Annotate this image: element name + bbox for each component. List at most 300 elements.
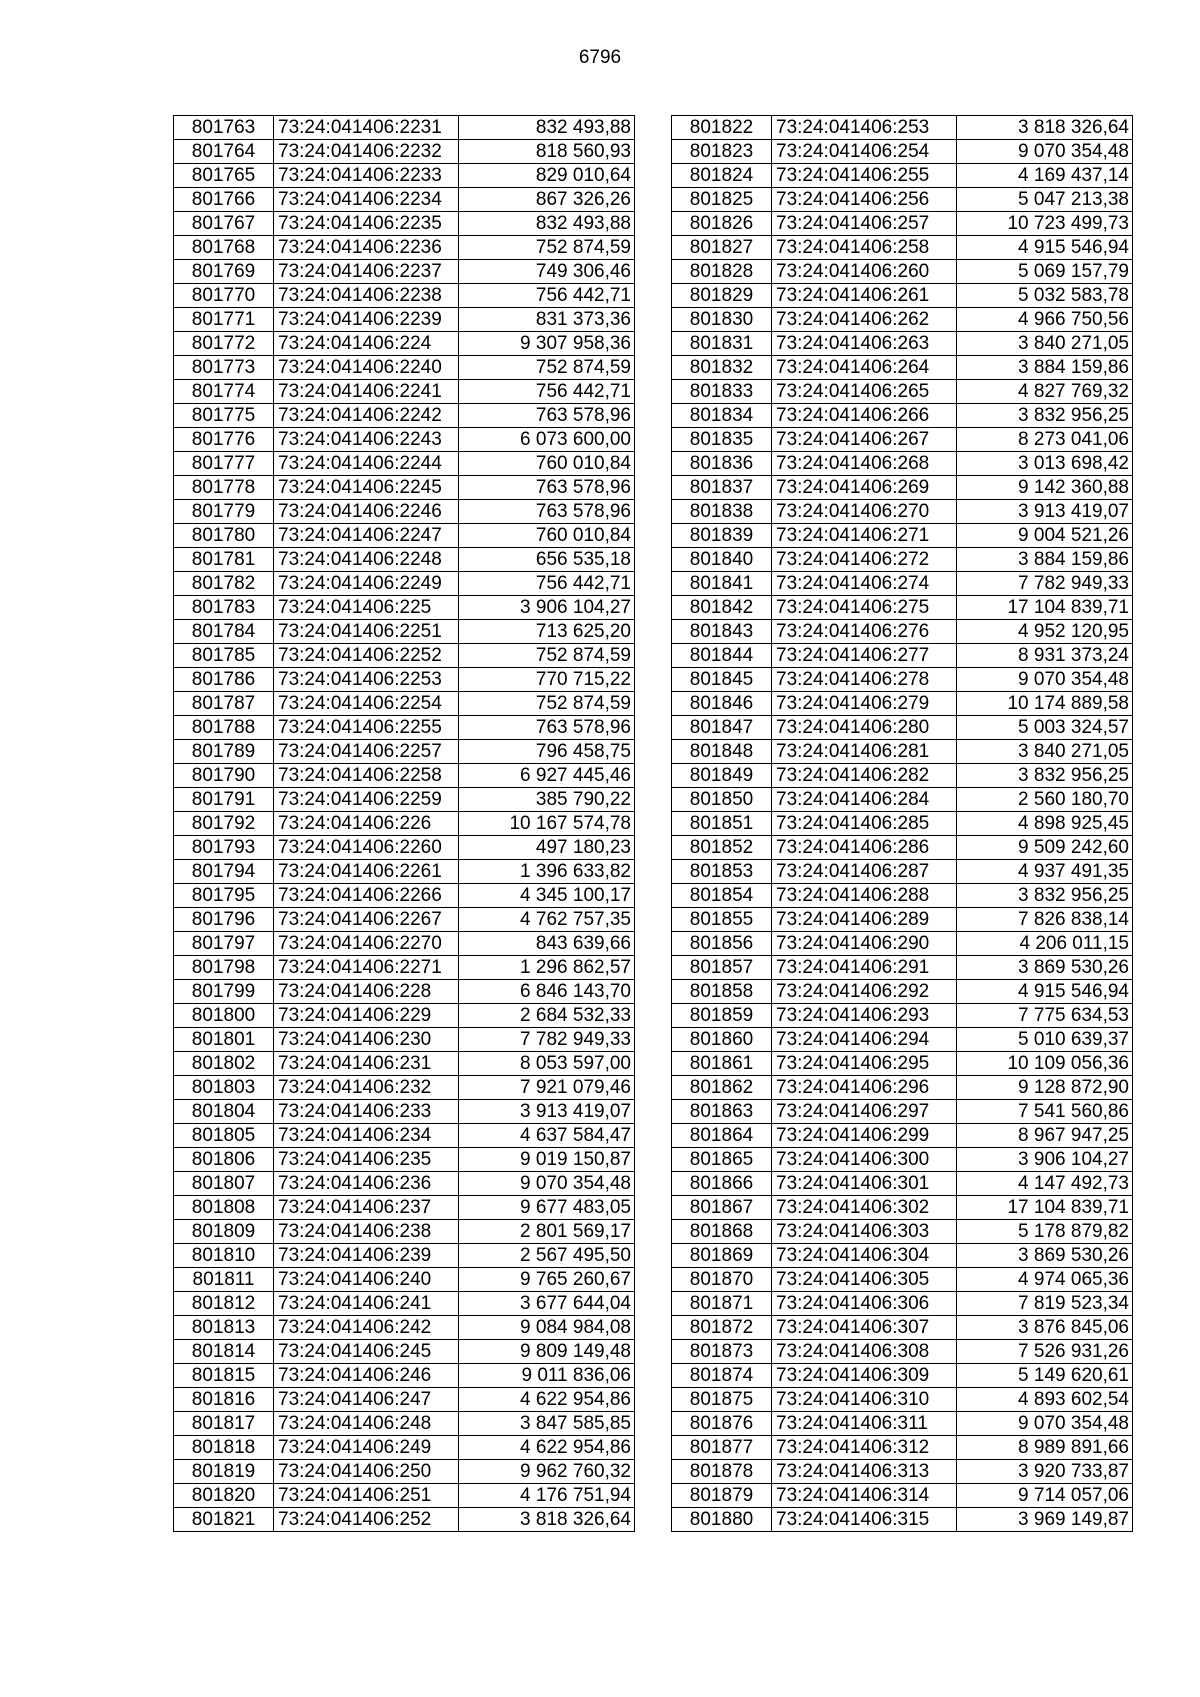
value-cell: 8 931 373,24 [957, 644, 1133, 668]
table-row [174, 428, 635, 452]
value-cell: 4 622 954,86 [459, 1388, 635, 1412]
table-row [174, 212, 635, 236]
cadastral-number-cell: 73:24:041406:2255 [274, 716, 459, 740]
value-cell: 17 104 839,71 [957, 596, 1133, 620]
value-cell: 9 084 984,08 [459, 1316, 635, 1340]
value-cell: 752 874,59 [459, 236, 635, 260]
table-row [174, 476, 635, 500]
cadastral-number-cell: 73:24:041406:281 [772, 740, 957, 764]
row-number-cell: 801817 [174, 1412, 274, 1436]
row-number-cell: 801848 [672, 740, 772, 764]
cadastral-number-cell: 73:24:041406:233 [274, 1100, 459, 1124]
cadastral-number-cell: 73:24:041406:256 [772, 188, 957, 212]
table-row [672, 548, 1133, 572]
row-number-cell: 801818 [174, 1436, 274, 1460]
value-cell: 4 893 602,54 [957, 1388, 1133, 1412]
table-row [174, 548, 635, 572]
row-number-cell: 801772 [174, 332, 274, 356]
table-row [174, 884, 635, 908]
row-number-cell: 801825 [672, 188, 772, 212]
value-cell: 9 307 958,36 [459, 332, 635, 356]
row-number-cell: 801872 [672, 1316, 772, 1340]
cadastral-number-cell: 73:24:041406:265 [772, 380, 957, 404]
table-row [174, 764, 635, 788]
table-row [174, 1412, 635, 1436]
value-cell: 10 109 056,36 [957, 1052, 1133, 1076]
cadastral-number-cell: 73:24:041406:315 [772, 1508, 957, 1532]
value-cell: 5 010 639,37 [957, 1028, 1133, 1052]
cadastral-number-cell: 73:24:041406:2267 [274, 908, 459, 932]
value-cell: 9 809 149,48 [459, 1340, 635, 1364]
row-number-cell: 801839 [672, 524, 772, 548]
row-number-cell: 801841 [672, 572, 772, 596]
value-cell: 7 782 949,33 [957, 572, 1133, 596]
value-cell: 4 966 750,56 [957, 308, 1133, 332]
row-number-cell: 801829 [672, 284, 772, 308]
table-row [174, 380, 635, 404]
value-cell: 4 974 065,36 [957, 1268, 1133, 1292]
row-number-cell: 801858 [672, 980, 772, 1004]
table-row [174, 572, 635, 596]
cadastral-number-cell: 73:24:041406:2252 [274, 644, 459, 668]
value-cell: 9 011 836,06 [459, 1364, 635, 1388]
value-cell: 5 032 583,78 [957, 284, 1133, 308]
table-row [672, 572, 1133, 596]
row-number-cell: 801876 [672, 1412, 772, 1436]
cadastral-number-cell: 73:24:041406:230 [274, 1028, 459, 1052]
value-cell: 8 967 947,25 [957, 1124, 1133, 1148]
row-number-cell: 801798 [174, 956, 274, 980]
value-cell: 763 578,96 [459, 404, 635, 428]
table-row [672, 452, 1133, 476]
value-cell: 818 560,93 [459, 140, 635, 164]
row-number-cell: 801770 [174, 284, 274, 308]
value-cell: 831 373,36 [459, 308, 635, 332]
table-row [174, 356, 635, 380]
table-row [672, 1268, 1133, 1292]
cadastral-number-cell: 73:24:041406:2247 [274, 524, 459, 548]
cadastral-number-cell: 73:24:041406:302 [772, 1196, 957, 1220]
row-number-cell: 801862 [672, 1076, 772, 1100]
row-number-cell: 801819 [174, 1460, 274, 1484]
value-cell: 760 010,84 [459, 452, 635, 476]
table-row [174, 452, 635, 476]
cadastral-number-cell: 73:24:041406:252 [274, 1508, 459, 1532]
table-row [672, 884, 1133, 908]
table-row [672, 692, 1133, 716]
table-row [174, 740, 635, 764]
cadastral-number-cell: 73:24:041406:2251 [274, 620, 459, 644]
cadastral-number-cell: 73:24:041406:278 [772, 668, 957, 692]
row-number-cell: 801813 [174, 1316, 274, 1340]
value-cell: 17 104 839,71 [957, 1196, 1133, 1220]
value-cell: 3 869 530,26 [957, 1244, 1133, 1268]
cadastral-number-cell: 73:24:041406:282 [772, 764, 957, 788]
table-row [672, 1148, 1133, 1172]
table-row [174, 1148, 635, 1172]
value-cell: 770 715,22 [459, 668, 635, 692]
value-cell: 9 714 057,06 [957, 1484, 1133, 1508]
cadastral-number-cell: 73:24:041406:262 [772, 308, 957, 332]
cadastral-number-cell: 73:24:041406:247 [274, 1388, 459, 1412]
row-number-cell: 801822 [672, 116, 772, 140]
table-row [174, 788, 635, 812]
row-number-cell: 801864 [672, 1124, 772, 1148]
table-row [174, 1364, 635, 1388]
cadastral-number-cell: 73:24:041406:236 [274, 1172, 459, 1196]
table-row [672, 956, 1133, 980]
cadastral-number-cell: 73:24:041406:2254 [274, 692, 459, 716]
value-cell: 749 306,46 [459, 260, 635, 284]
table-row [174, 1052, 635, 1076]
value-cell: 3 876 845,06 [957, 1316, 1133, 1340]
row-number-cell: 801803 [174, 1076, 274, 1100]
cadastral-number-cell: 73:24:041406:274 [772, 572, 957, 596]
value-cell: 796 458,75 [459, 740, 635, 764]
table-row [672, 1340, 1133, 1364]
cadastral-number-cell: 73:24:041406:2240 [274, 356, 459, 380]
table-row [672, 1508, 1133, 1532]
table-row [672, 1244, 1133, 1268]
value-cell: 752 874,59 [459, 644, 635, 668]
value-cell: 5 047 213,38 [957, 188, 1133, 212]
row-number-cell: 801878 [672, 1460, 772, 1484]
cadastral-number-cell: 73:24:041406:2234 [274, 188, 459, 212]
row-number-cell: 801809 [174, 1220, 274, 1244]
table-row [672, 1172, 1133, 1196]
cadastral-number-cell: 73:24:041406:2245 [274, 476, 459, 500]
cadastral-number-cell: 73:24:041406:311 [772, 1412, 957, 1436]
value-cell: 10 723 499,73 [957, 212, 1133, 236]
cadastral-number-cell: 73:24:041406:231 [274, 1052, 459, 1076]
cadastral-number-cell: 73:24:041406:2258 [274, 764, 459, 788]
value-cell: 756 442,71 [459, 572, 635, 596]
row-number-cell: 801859 [672, 1004, 772, 1028]
value-cell: 4 762 757,35 [459, 908, 635, 932]
value-cell: 752 874,59 [459, 356, 635, 380]
row-number-cell: 801828 [672, 260, 772, 284]
row-number-cell: 801766 [174, 188, 274, 212]
cadastral-number-cell: 73:24:041406:2235 [274, 212, 459, 236]
cadastral-number-cell: 73:24:041406:261 [772, 284, 957, 308]
table-row [672, 740, 1133, 764]
row-number-cell: 801795 [174, 884, 274, 908]
row-number-cell: 801874 [672, 1364, 772, 1388]
cadastral-number-cell: 73:24:041406:276 [772, 620, 957, 644]
value-cell: 9 765 260,67 [459, 1268, 635, 1292]
cadastral-number-cell: 73:24:041406:2231 [274, 116, 459, 140]
cadastral-number-cell: 73:24:041406:313 [772, 1460, 957, 1484]
row-number-cell: 801792 [174, 812, 274, 836]
cadastral-number-cell: 73:24:041406:301 [772, 1172, 957, 1196]
cadastral-number-cell: 73:24:041406:2244 [274, 452, 459, 476]
cadastral-number-cell: 73:24:041406:268 [772, 452, 957, 476]
table-row [672, 1004, 1133, 1028]
cadastral-number-cell: 73:24:041406:251 [274, 1484, 459, 1508]
value-cell: 9 070 354,48 [957, 668, 1133, 692]
table-row [174, 332, 635, 356]
cadastral-number-cell: 73:24:041406:224 [274, 332, 459, 356]
cadastral-number-cell: 73:24:041406:241 [274, 1292, 459, 1316]
row-number-cell: 801781 [174, 548, 274, 572]
cadastral-number-cell: 73:24:041406:239 [274, 1244, 459, 1268]
cadastral-number-cell: 73:24:041406:292 [772, 980, 957, 1004]
value-cell: 8 053 597,00 [459, 1052, 635, 1076]
value-cell: 3 969 149,87 [957, 1508, 1133, 1532]
table-row [174, 1004, 635, 1028]
row-number-cell: 801776 [174, 428, 274, 452]
cadastral-number-cell: 73:24:041406:238 [274, 1220, 459, 1244]
row-number-cell: 801834 [672, 404, 772, 428]
value-cell: 7 775 634,53 [957, 1004, 1133, 1028]
table-row [672, 788, 1133, 812]
cadastral-number-cell: 73:24:041406:263 [772, 332, 957, 356]
table-row [174, 524, 635, 548]
cadastral-number-cell: 73:24:041406:289 [772, 908, 957, 932]
value-cell: 4 827 769,32 [957, 380, 1133, 404]
table-row [174, 860, 635, 884]
table-row [174, 1100, 635, 1124]
cadastral-number-cell: 73:24:041406:245 [274, 1340, 459, 1364]
row-number-cell: 801867 [672, 1196, 772, 1220]
value-cell: 2 560 180,70 [957, 788, 1133, 812]
table-row [672, 1028, 1133, 1052]
value-cell: 4 169 437,14 [957, 164, 1133, 188]
table-row [174, 236, 635, 260]
value-cell: 2 684 532,33 [459, 1004, 635, 1028]
cadastral-number-cell: 73:24:041406:2266 [274, 884, 459, 908]
value-cell: 3 913 419,07 [459, 1100, 635, 1124]
value-cell: 752 874,59 [459, 692, 635, 716]
table-row [174, 500, 635, 524]
table-row [672, 500, 1133, 524]
table-row [174, 308, 635, 332]
value-cell: 832 493,88 [459, 116, 635, 140]
table-row [672, 476, 1133, 500]
value-cell: 9 962 760,32 [459, 1460, 635, 1484]
cadastral-number-cell: 73:24:041406:2261 [274, 860, 459, 884]
cadastral-number-cell: 73:24:041406:2259 [274, 788, 459, 812]
value-cell: 4 915 546,94 [957, 980, 1133, 1004]
cadastral-number-cell: 73:24:041406:2237 [274, 260, 459, 284]
row-number-cell: 801811 [174, 1268, 274, 1292]
cadastral-number-cell: 73:24:041406:300 [772, 1148, 957, 1172]
value-cell: 4 176 751,94 [459, 1484, 635, 1508]
cadastral-number-cell: 73:24:041406:279 [772, 692, 957, 716]
row-number-cell: 801797 [174, 932, 274, 956]
cadastral-number-cell: 73:24:041406:264 [772, 356, 957, 380]
row-number-cell: 801794 [174, 860, 274, 884]
value-cell: 756 442,71 [459, 284, 635, 308]
table-row [174, 716, 635, 740]
cadastral-number-cell: 73:24:041406:272 [772, 548, 957, 572]
table-row [174, 1196, 635, 1220]
row-number-cell: 801831 [672, 332, 772, 356]
row-number-cell: 801866 [672, 1172, 772, 1196]
value-cell: 3 677 644,04 [459, 1292, 635, 1316]
value-cell: 3 818 326,64 [459, 1508, 635, 1532]
row-number-cell: 801842 [672, 596, 772, 620]
cadastral-number-cell: 73:24:041406:2241 [274, 380, 459, 404]
cadastral-number-cell: 73:24:041406:297 [772, 1100, 957, 1124]
cadastral-number-cell: 73:24:041406:275 [772, 596, 957, 620]
table-row [672, 836, 1133, 860]
cadastral-number-cell: 73:24:041406:290 [772, 932, 957, 956]
row-number-cell: 801869 [672, 1244, 772, 1268]
cadastral-number-cell: 73:24:041406:280 [772, 716, 957, 740]
cadastral-number-cell: 73:24:041406:307 [772, 1316, 957, 1340]
value-cell: 3 906 104,27 [957, 1148, 1133, 1172]
cadastral-number-cell: 73:24:041406:2270 [274, 932, 459, 956]
value-cell: 9 019 150,87 [459, 1148, 635, 1172]
cadastral-number-cell: 73:24:041406:269 [772, 476, 957, 500]
value-cell: 2 801 569,17 [459, 1220, 635, 1244]
value-cell: 3 818 326,64 [957, 116, 1133, 140]
value-cell: 4 345 100,17 [459, 884, 635, 908]
value-cell: 4 206 011,15 [957, 932, 1133, 956]
table-row [672, 908, 1133, 932]
row-number-cell: 801806 [174, 1148, 274, 1172]
value-cell: 4 915 546,94 [957, 236, 1133, 260]
table-row [672, 620, 1133, 644]
table-row [672, 308, 1133, 332]
cadastral-number-cell: 73:24:041406:253 [772, 116, 957, 140]
value-cell: 1 396 633,82 [459, 860, 635, 884]
table-row [672, 1052, 1133, 1076]
cadastral-number-cell: 73:24:041406:277 [772, 644, 957, 668]
cadastral-number-cell: 73:24:041406:257 [772, 212, 957, 236]
value-cell: 3 840 271,05 [957, 740, 1133, 764]
row-number-cell: 801860 [672, 1028, 772, 1052]
table-row [672, 1460, 1133, 1484]
value-cell: 3 847 585,85 [459, 1412, 635, 1436]
table-row [174, 1028, 635, 1052]
row-number-cell: 801850 [672, 788, 772, 812]
cadastral-number-cell: 73:24:041406:235 [274, 1148, 459, 1172]
value-cell: 832 493,88 [459, 212, 635, 236]
table-row [672, 332, 1133, 356]
cadastral-number-cell: 73:24:041406:295 [772, 1052, 957, 1076]
cadastral-number-cell: 73:24:041406:2246 [274, 500, 459, 524]
table-row [174, 164, 635, 188]
cadastral-number-cell: 73:24:041406:232 [274, 1076, 459, 1100]
cadastral-number-cell: 73:24:041406:254 [772, 140, 957, 164]
cadastral-number-cell: 73:24:041406:2243 [274, 428, 459, 452]
table-row [174, 284, 635, 308]
cadastral-number-cell: 73:24:041406:305 [772, 1268, 957, 1292]
row-number-cell: 801830 [672, 308, 772, 332]
table-row [672, 1316, 1133, 1340]
row-number-cell: 801826 [672, 212, 772, 236]
row-number-cell: 801854 [672, 884, 772, 908]
value-cell: 763 578,96 [459, 716, 635, 740]
value-cell: 497 180,23 [459, 836, 635, 860]
value-cell: 4 952 120,95 [957, 620, 1133, 644]
table-row [174, 1460, 635, 1484]
row-number-cell: 801837 [672, 476, 772, 500]
cadastral-number-cell: 73:24:041406:258 [772, 236, 957, 260]
cadastral-number-cell: 73:24:041406:304 [772, 1244, 957, 1268]
row-number-cell: 801815 [174, 1364, 274, 1388]
value-cell: 829 010,64 [459, 164, 635, 188]
row-number-cell: 801873 [672, 1340, 772, 1364]
row-number-cell: 801777 [174, 452, 274, 476]
row-number-cell: 801804 [174, 1100, 274, 1124]
cadastral-number-cell: 73:24:041406:250 [274, 1460, 459, 1484]
cadastral-number-cell: 73:24:041406:270 [772, 500, 957, 524]
row-number-cell: 801775 [174, 404, 274, 428]
table-row [672, 1124, 1133, 1148]
cadastral-number-cell: 73:24:041406:266 [772, 404, 957, 428]
row-number-cell: 801827 [672, 236, 772, 260]
value-cell: 4 147 492,73 [957, 1172, 1133, 1196]
table-row [174, 1124, 635, 1148]
table-row [174, 956, 635, 980]
row-number-cell: 801801 [174, 1028, 274, 1052]
value-cell: 656 535,18 [459, 548, 635, 572]
cadastral-number-cell: 73:24:041406:226 [274, 812, 459, 836]
value-cell: 7 921 079,46 [459, 1076, 635, 1100]
table-row [174, 1292, 635, 1316]
table-row [174, 932, 635, 956]
table-row [672, 644, 1133, 668]
row-number-cell: 801877 [672, 1436, 772, 1460]
table-row [672, 236, 1133, 260]
row-number-cell: 801773 [174, 356, 274, 380]
row-number-cell: 801844 [672, 644, 772, 668]
table-row [174, 404, 635, 428]
row-number-cell: 801855 [672, 908, 772, 932]
table-row [174, 1244, 635, 1268]
value-cell: 5 149 620,61 [957, 1364, 1133, 1388]
cadastral-number-cell: 73:24:041406:287 [772, 860, 957, 884]
row-number-cell: 801778 [174, 476, 274, 500]
row-number-cell: 801847 [672, 716, 772, 740]
cadastral-number-cell: 73:24:041406:225 [274, 596, 459, 620]
table-row [672, 1292, 1133, 1316]
row-number-cell: 801789 [174, 740, 274, 764]
table-row [672, 428, 1133, 452]
row-number-cell: 801788 [174, 716, 274, 740]
row-number-cell: 801786 [174, 668, 274, 692]
row-number-cell: 801832 [672, 356, 772, 380]
row-number-cell: 801807 [174, 1172, 274, 1196]
cadastral-number-cell: 73:24:041406:2257 [274, 740, 459, 764]
cadastral-number-cell: 73:24:041406:308 [772, 1340, 957, 1364]
cadastral-number-cell: 73:24:041406:246 [274, 1364, 459, 1388]
row-number-cell: 801774 [174, 380, 274, 404]
cadastral-number-cell: 73:24:041406:248 [274, 1412, 459, 1436]
cadastral-number-cell: 73:24:041406:2236 [274, 236, 459, 260]
row-number-cell: 801791 [174, 788, 274, 812]
table-row [672, 812, 1133, 836]
value-cell: 3 884 159,86 [957, 548, 1133, 572]
row-number-cell: 801805 [174, 1124, 274, 1148]
table-row [672, 716, 1133, 740]
cadastral-number-cell: 73:24:041406:293 [772, 1004, 957, 1028]
cadastral-number-cell: 73:24:041406:2248 [274, 548, 459, 572]
table-row [174, 1076, 635, 1100]
cadastral-number-cell: 73:24:041406:242 [274, 1316, 459, 1340]
value-cell: 10 174 889,58 [957, 692, 1133, 716]
cadastral-number-cell: 73:24:041406:2271 [274, 956, 459, 980]
cadastral-number-cell: 73:24:041406:2253 [274, 668, 459, 692]
row-number-cell: 801767 [174, 212, 274, 236]
table-row [672, 1196, 1133, 1220]
table-row [672, 524, 1133, 548]
row-number-cell: 801800 [174, 1004, 274, 1028]
table-row [174, 1340, 635, 1364]
